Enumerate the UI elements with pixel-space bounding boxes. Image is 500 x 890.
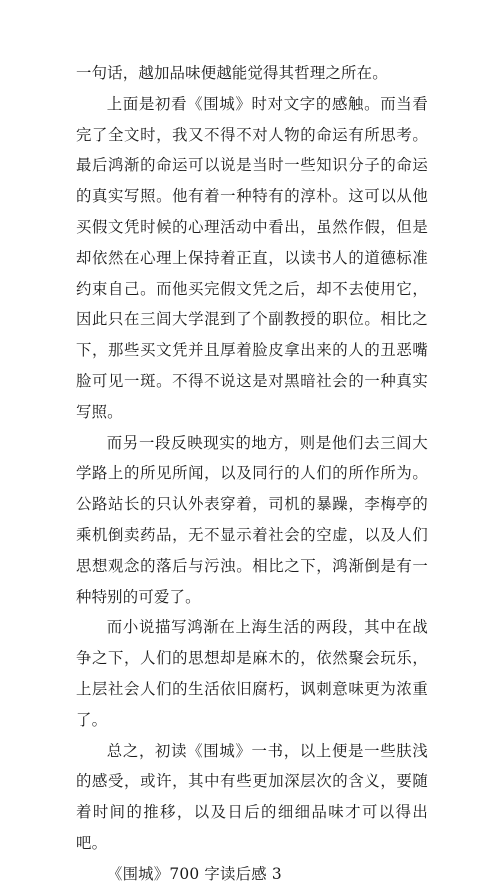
- paragraph-2: 上面是初看《围城》时对文字的感触。而当看完了全文时，我又不得不对人物的命运有所思考。最后鸿渐的命运可以说是当时一些知识分子的命运的真实写照。他有着一种特有的淳朴。这可以从他买假文凭时候的心理活动中看出，虽然作假，但是却依然在心理上保持着正直，以读书人的道德标准约束自己。而他买完假文凭之后，却不去使用它，因此只在三闾大学混到了个副教授的职位。相比之下，那些买文凭并且厚着脸皮拿出来的人的丑恶嘴脸可见一斑。不得不说这是对黑暗社会的一种真实写照。: [76, 94, 428, 421]
- next-essay-title: 《围城》700 字读后感 3: [107, 864, 282, 883]
- paragraph-1: 一句话，越加品味便越能觉得其哲理之所在。: [76, 64, 388, 82]
- paragraph-4: 而小说描写鸿渐在上海生活的两段，其中在战争之下，人们的思想却是麻木的，依然聚会玩乐，上层社会人们的生活依旧腐朽，讽刺意味更为浓重了。: [76, 618, 428, 729]
- paragraph-5: 总之，初读《围城》一书，以上便是一些肤浅的感受，或许，其中有些更加深层次的含义，要随着时间的推移，以及日后的细细品味才可以得出吧。: [76, 741, 428, 852]
- paragraph-3: 而另一段反映现实的地方，则是他们去三闾大学路上的所见所闻，以及同行的人们的所作所为。公路站长的只认外表穿着，司机的暴躁，李梅亭的乘机倒卖药品，无不显示着社会的空虚，以及人们思想观念的落后与污浊。相比之下，鸿渐倒是有一种特别的可爱了。: [76, 433, 428, 606]
- document-body: [76, 58, 428, 890]
